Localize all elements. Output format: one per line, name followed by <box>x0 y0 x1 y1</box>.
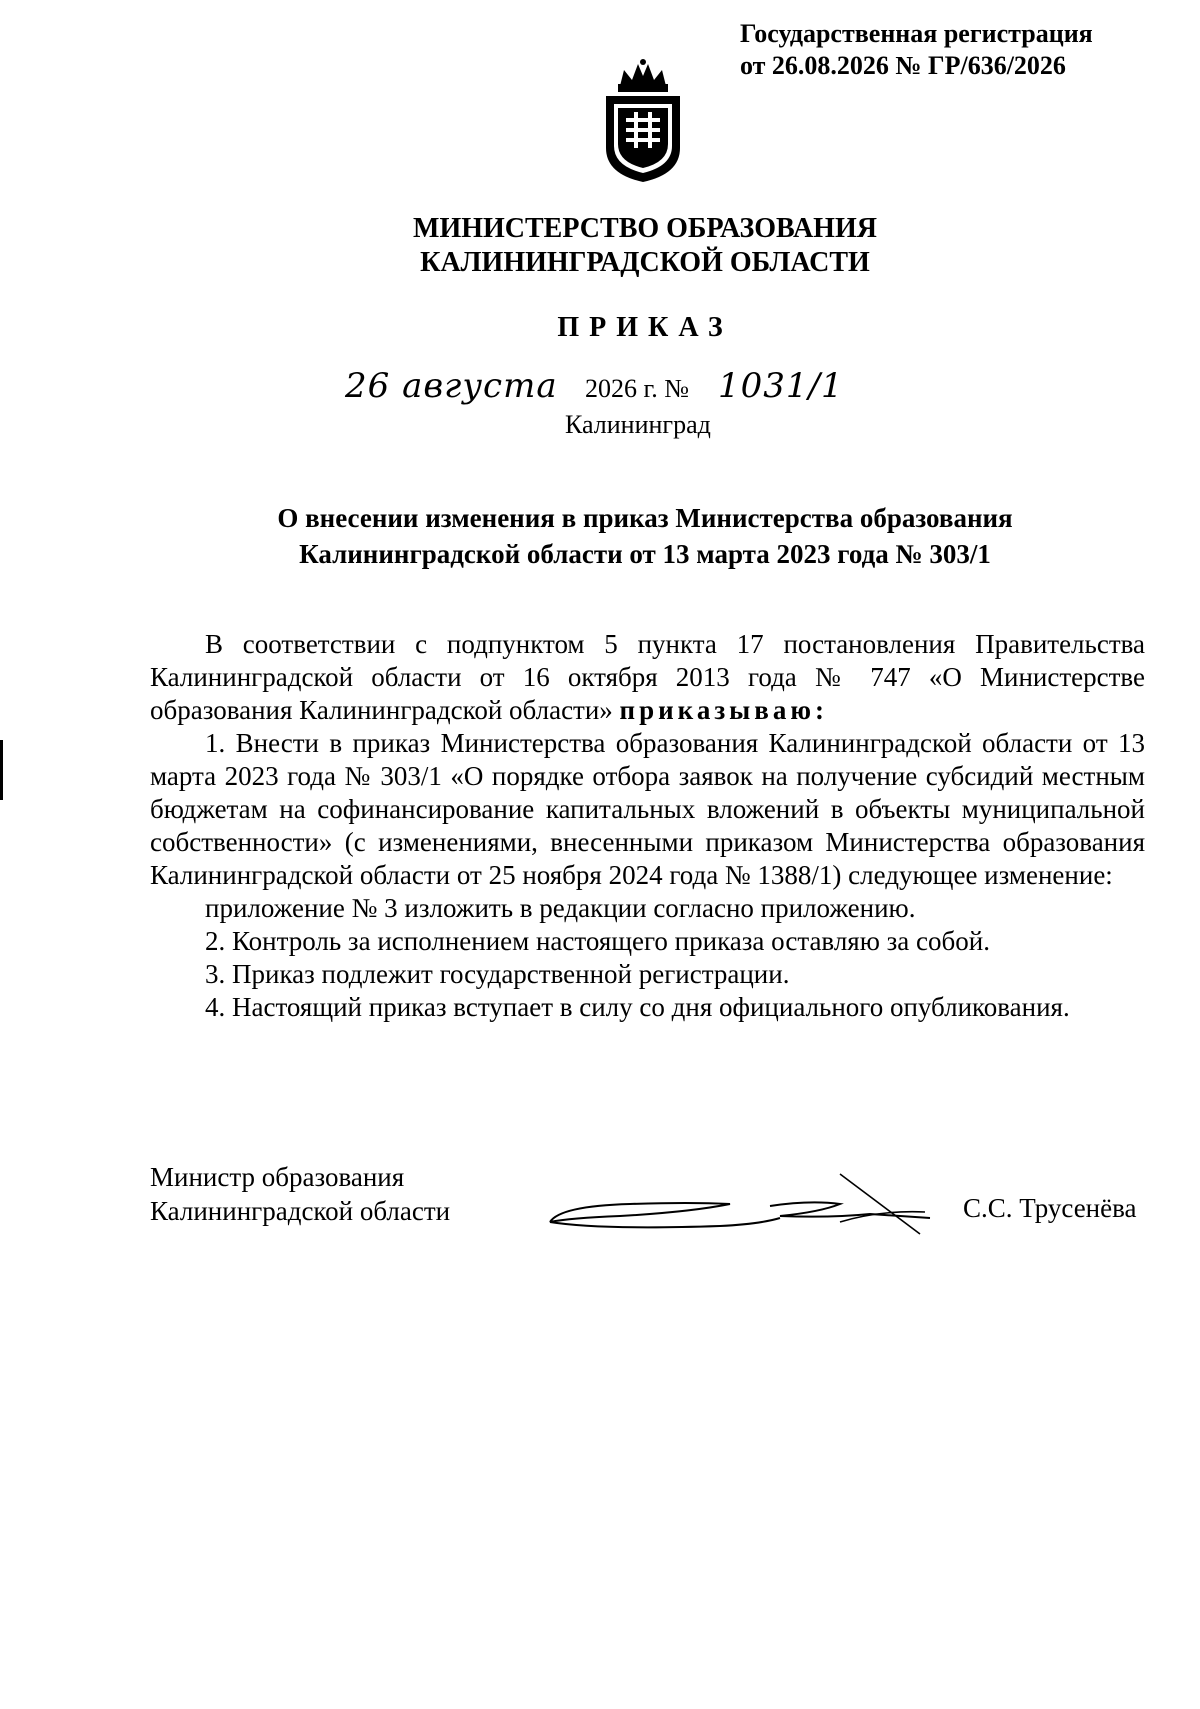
order-year: 2026 г. № <box>585 374 690 403</box>
registration-line-2: от 26.08.2026 № ГР/636/2026 <box>740 51 1066 80</box>
coat-of-arms-icon <box>598 56 688 184</box>
signer-position-line-2: Калининградской области <box>150 1196 451 1226</box>
handwritten-date: 26 августа <box>345 366 558 406</box>
item-3-paragraph: 3. Приказ подлежит государственной регистрации. <box>205 959 790 989</box>
signer-name: С.С. Трусенёва <box>963 1193 1137 1223</box>
item-4-paragraph: 4. Настоящий приказ вступает в силу со дня официального опубликования. <box>205 992 1070 1022</box>
signer-position-line-1: Министр образования <box>150 1162 405 1192</box>
ministry-name <box>0 212 1200 280</box>
handwritten-order-number: 1031/1 <box>718 366 844 406</box>
preamble-text: В соответствии с подпунктом 5 пункта 17 постановления Правительства Калининградской области от 16 октября 2013 года № 747 «О Министерстве образования Калининградской области» <box>150 629 1145 725</box>
order-city: Калининград <box>565 410 711 439</box>
registration-stamp <box>740 18 1093 82</box>
handwritten-signature <box>540 1160 940 1240</box>
ministry-line-1: МИНИСТЕРСТВО ОБРАЗОВАНИЯ <box>413 213 877 244</box>
ministry-line-2: КАЛИНИНГРАДСКОЙ ОБЛАСТИ <box>420 247 870 278</box>
preamble-paragraph <box>150 628 1145 727</box>
item-1-detail: приложение № 3 изложить в редакции согласно приложению. <box>205 893 916 923</box>
order-body <box>150 628 1145 1024</box>
item-1-paragraph: 1. Внести в приказ Министерства образования Калининградской области от 13 марта 2023 года № 303/1 «О порядке отбора заявок на получение субсидий местным бюджетам на софинансирование капитальных вложений в объекты муниципальной собственности» (с изменениями, внесенными приказом Министерства образования Калининградской области от 25 ноября 2024 года № 1388/1) следующее изменение: <box>150 728 1145 890</box>
order-keyword: приказываю: <box>619 695 828 725</box>
signer-position <box>150 1160 450 1228</box>
subject-line-1: О внесении изменения в приказ Министерства образования <box>277 503 1013 533</box>
subject-line-2: Калининградской области от 13 марта 2023 года № 303/1 <box>299 539 991 569</box>
document-type: ПРИКАЗ <box>557 312 733 343</box>
scan-margin-mark <box>0 740 3 800</box>
order-subject <box>0 500 1200 572</box>
registration-line-1: Государственная регистрация <box>740 19 1093 48</box>
item-2-paragraph: 2. Контроль за исполнением настоящего приказа оставляю за собой. <box>205 926 990 956</box>
